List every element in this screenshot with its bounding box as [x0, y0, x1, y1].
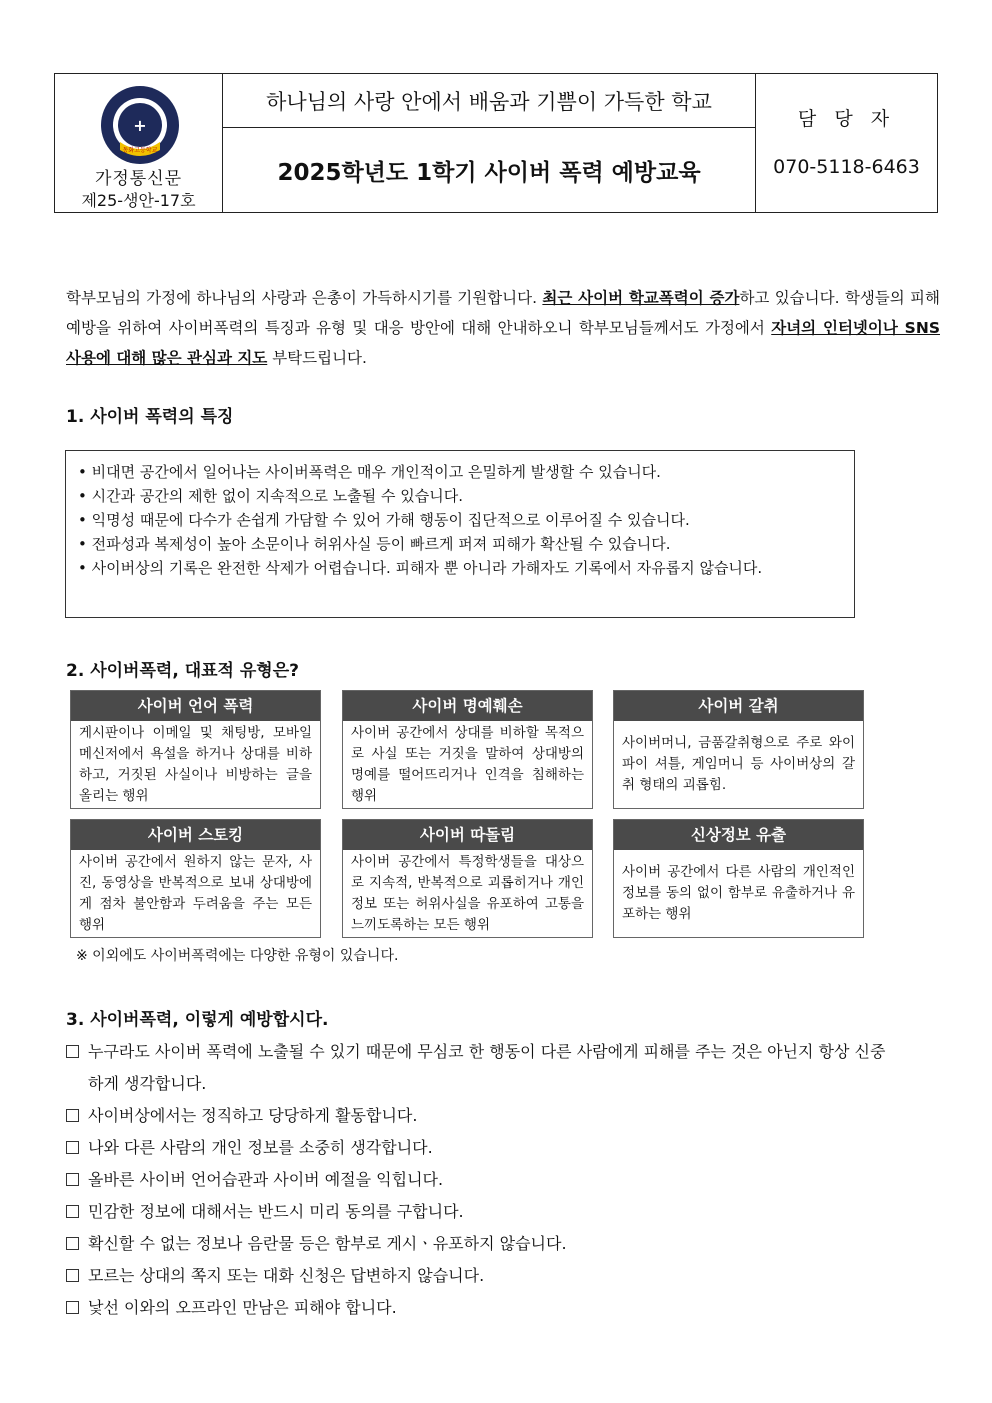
doc-number: 제25-생안-17호 — [81, 191, 196, 210]
type-card-doxxing — [613, 819, 864, 938]
prevention-text: 민감한 정보에 대해서는 반드시 미리 동의를 구합니다. — [88, 1202, 464, 1221]
checkbox-icon — [66, 1173, 79, 1186]
checkbox-icon — [66, 1109, 79, 1122]
contact-label: 담 당 자 — [797, 108, 896, 130]
logo-cell — [55, 74, 223, 212]
checkbox-icon — [66, 1045, 79, 1058]
section1-title: 1. 사이버 폭력의 특징 — [66, 407, 234, 427]
type-card-title: 사이버 언어 폭력 — [71, 691, 320, 721]
contact-cell — [756, 74, 937, 212]
title-cell — [223, 74, 756, 212]
doc-type: 가정통신문 — [94, 169, 183, 189]
intro-text-3: 부탁드립니다. — [267, 349, 367, 367]
svg-text:동화고등학교: 동화고등학교 — [122, 147, 158, 154]
prevention-text: 누구라도 사이버 폭력에 노출될 수 있기 때문에 무심코 한 행동이 다른 사람에게 피해를 주는 것은 아닌지 항상 신중하게 생각합니다. — [88, 1042, 886, 1093]
checkbox-icon — [66, 1237, 79, 1250]
feature-item: • 시간과 공간의 제한 없이 지속적으로 노출될 수 있습니다. — [78, 487, 464, 505]
school-logo — [99, 84, 181, 166]
prevention-item — [66, 1036, 886, 1100]
svg-text:+: + — [133, 116, 147, 135]
section3-title: 3. 사이버폭력, 이렇게 예방합시다. — [66, 1010, 329, 1030]
prevention-text: 모르는 상대의 쪽지 또는 대화 신청은 답변하지 않습니다. — [88, 1266, 485, 1285]
type-card-desc: 사이버 공간에서 원하지 않는 문자, 사진, 동영상을 반복적으로 보내 상대방에게 점차 불안함과 두려움을 주는 모든 행위 — [79, 854, 312, 933]
intro-text-2: 하고 있습니다. 학생들의 피해 예방을 위하여 사이버폭력의 특징과 유형 및 대응 방안에 대해 안내하오니 학부모님들께서도 가정에서 — [66, 289, 940, 337]
type-card-desc: 사이버 공간에서 다른 사람의 개인적인 정보를 동의 없이 함부로 유출하거나 유포하는 행위 — [622, 863, 855, 922]
type-card-desc: 사이버머니, 금품갈취형으로 주로 와이파이 셔틀, 게임머니 등 사이버상의 갈취 형태의 괴롭힘. — [622, 734, 855, 793]
page-title: 2025학년도 1학기 사이버 폭력 예방교육 — [277, 159, 701, 186]
prevention-text: 낯선 이와의 오프라인 만남은 피해야 합니다. — [88, 1298, 397, 1317]
intro-emphasis-1: 최근 사이버 학교폭력이 증가 — [542, 289, 740, 307]
feature-item: • 사이버상의 기록은 완전한 삭제가 어렵습니다. 피해자 뿐 아니라 가해자도 기록에서 자유롭지 않습니다. — [78, 559, 763, 577]
type-card-verbal — [70, 690, 321, 809]
prevention-item — [66, 1292, 886, 1324]
checkbox-icon — [66, 1301, 79, 1314]
section2-title: 2. 사이버폭력, 대표적 유형은? — [66, 661, 300, 681]
prevention-item — [66, 1228, 886, 1260]
header-table — [54, 73, 938, 213]
feature-item: • 익명성 때문에 다수가 손쉽게 가담할 수 있어 가해 행동이 집단적으로 이루어질 수 있습니다. — [78, 511, 690, 529]
prevention-text: 사이버상에서는 정직하고 당당하게 활동합니다. — [88, 1106, 418, 1125]
intro-text-1: 학부모님의 가정에 하나님의 사랑과 은총이 가득하시기를 기원합니다. — [66, 289, 543, 307]
prevention-item — [66, 1132, 886, 1164]
prevention-list — [66, 1036, 886, 1324]
feature-item: • 전파성과 복제성이 높아 소문이나 허위사실 등이 빠르게 퍼져 피해가 확산될 수 있습니다. — [78, 535, 671, 553]
type-card-desc: 사이버 공간에서 상대를 비하할 목적으로 사실 또는 거짓을 말하여 상대방의 명예를 떨어뜨리거나 인격을 침해하는 행위 — [351, 725, 584, 804]
prevention-text: 확신할 수 없는 정보나 음란물 등은 함부로 게시ㆍ유포하지 않습니다. — [88, 1234, 567, 1253]
checkbox-icon — [66, 1205, 79, 1218]
checkbox-icon — [66, 1141, 79, 1154]
prevention-text: 올바른 사이버 언어습관과 사이버 예절을 익힙니다. — [88, 1170, 444, 1189]
type-card-desc: 사이버 공간에서 특정학생들을 대상으로 지속적, 반복적으로 괴롭히거나 개인 정보 또는 허위사실을 유포하여 고통을 느끼도록하는 모든 행위 — [351, 854, 584, 933]
type-card-stalking — [70, 819, 321, 938]
prevention-text: 나와 다른 사람의 개인 정보를 소중히 생각합니다. — [88, 1138, 433, 1157]
checkbox-icon — [66, 1269, 79, 1282]
feature-item: • 비대면 공간에서 일어나는 사이버폭력은 매우 개인적이고 은밀하게 발생할 수 있습니다. — [78, 463, 661, 481]
intro-emphasis-2: 자녀의 인터넷이나 SNS 사용에 대해 많은 관심과 지도 — [66, 319, 940, 367]
type-card-title: 사이버 명예훼손 — [343, 691, 592, 721]
prevention-item — [66, 1260, 886, 1292]
type-card-title: 사이버 스토킹 — [71, 820, 320, 850]
type-card-title: 사이버 갈취 — [614, 691, 863, 721]
type-card-title: 신상정보 유출 — [614, 820, 863, 850]
intro-paragraph — [66, 283, 940, 373]
types-note: ※ 이외에도 사이버폭력에는 다양한 유형이 있습니다. — [76, 948, 399, 964]
type-card-title: 사이버 따돌림 — [343, 820, 592, 850]
type-card-extortion — [613, 690, 864, 809]
prevention-item — [66, 1100, 886, 1132]
prevention-item — [66, 1164, 886, 1196]
school-motto: 하나님의 사랑 안에서 배움과 기쁨이 가득한 학교 — [223, 74, 755, 128]
prevention-item — [66, 1196, 886, 1228]
contact-phone: 070-5118-6463 — [773, 156, 920, 178]
type-card-desc: 게시판이나 이메일 및 채팅방, 모바일 메신저에서 욕설을 하거나 상대를 비하하고, 거짓된 사실이나 비방하는 글을 올리는 행위 — [79, 725, 312, 804]
type-card-defamation — [342, 690, 593, 809]
features-box — [65, 450, 855, 618]
type-card-ostracism — [342, 819, 593, 938]
